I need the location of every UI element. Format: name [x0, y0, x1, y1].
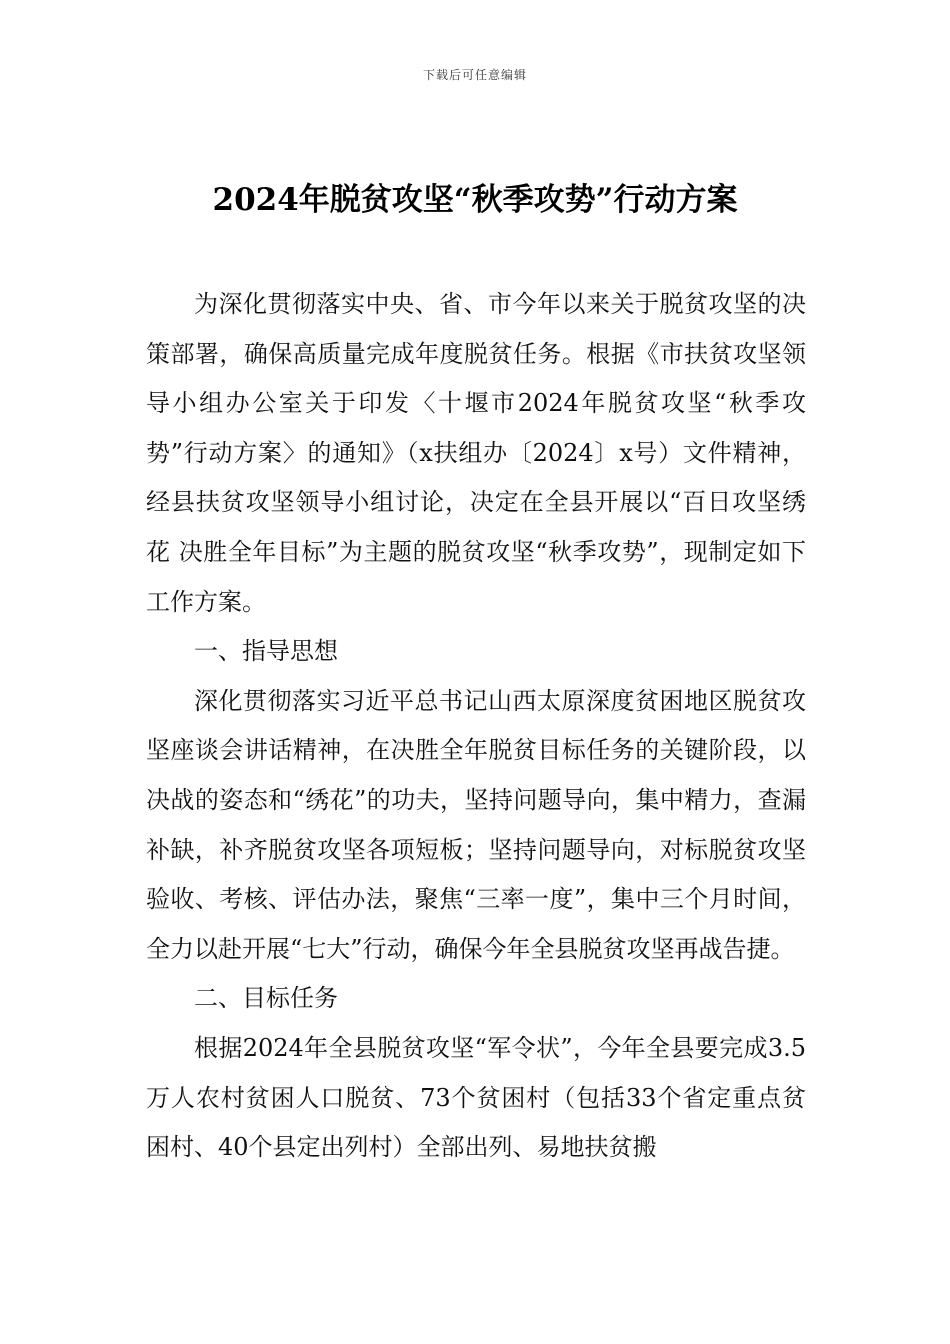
- section-heading-goals: 二、目标任务: [194, 984, 338, 1013]
- paragraph-intro: 为深化贯彻落实中央、省、市今年以来关于脱贫攻坚的决策部署，确保高质量完成年度脱贫任务。根据《市扶贫攻坚领导小组办公室关于印发〈十堰市2024年脱贫攻坚“秋季攻势”行动方案〉的通知》（x扶组办〔2024〕x号）文件精神，经县扶贫攻坚领导小组讨论，决定在全县开展以“百日攻坚绣花 决胜全年目标”为主题的脱贫攻坚“秋季攻势”，现制定如下工作方案。: [146, 290, 806, 616]
- paragraph-guiding-ideology: 深化贯彻落实习近平总书记山西太原深度贫困地区脱贫攻坚座谈会讲话精神，在决胜全年脱贫目标任务的关键阶段，以决战的姿态和“绣花”的功夫，坚持问题导向，集中精力，查漏补缺，补齐脱贫攻坚各项短板；坚持问题导向，对标脱贫攻坚验收、考核、评估办法，聚焦“三率一度”，集中三个月时间，全力以赴开展“七大”行动，确保今年全县脱贫攻坚再战告捷。: [146, 686, 806, 963]
- document-title: 2024年脱贫攻坚“秋季攻势”行动方案: [212, 182, 738, 218]
- header-note: 下载后可任意编辑: [422, 68, 527, 82]
- document-body: [146, 280, 806, 1173]
- paragraph-goals: 根据2024年全县脱贫攻坚“军令状”，今年全县要完成3.5万人农村贫困人口脱贫、73个贫困村（包括33个省定重点贫困村、40个县定出列村）全部出列、易地扶贫搬: [146, 1033, 806, 1162]
- section-heading-guiding-ideology: 一、指导思想: [194, 637, 338, 666]
